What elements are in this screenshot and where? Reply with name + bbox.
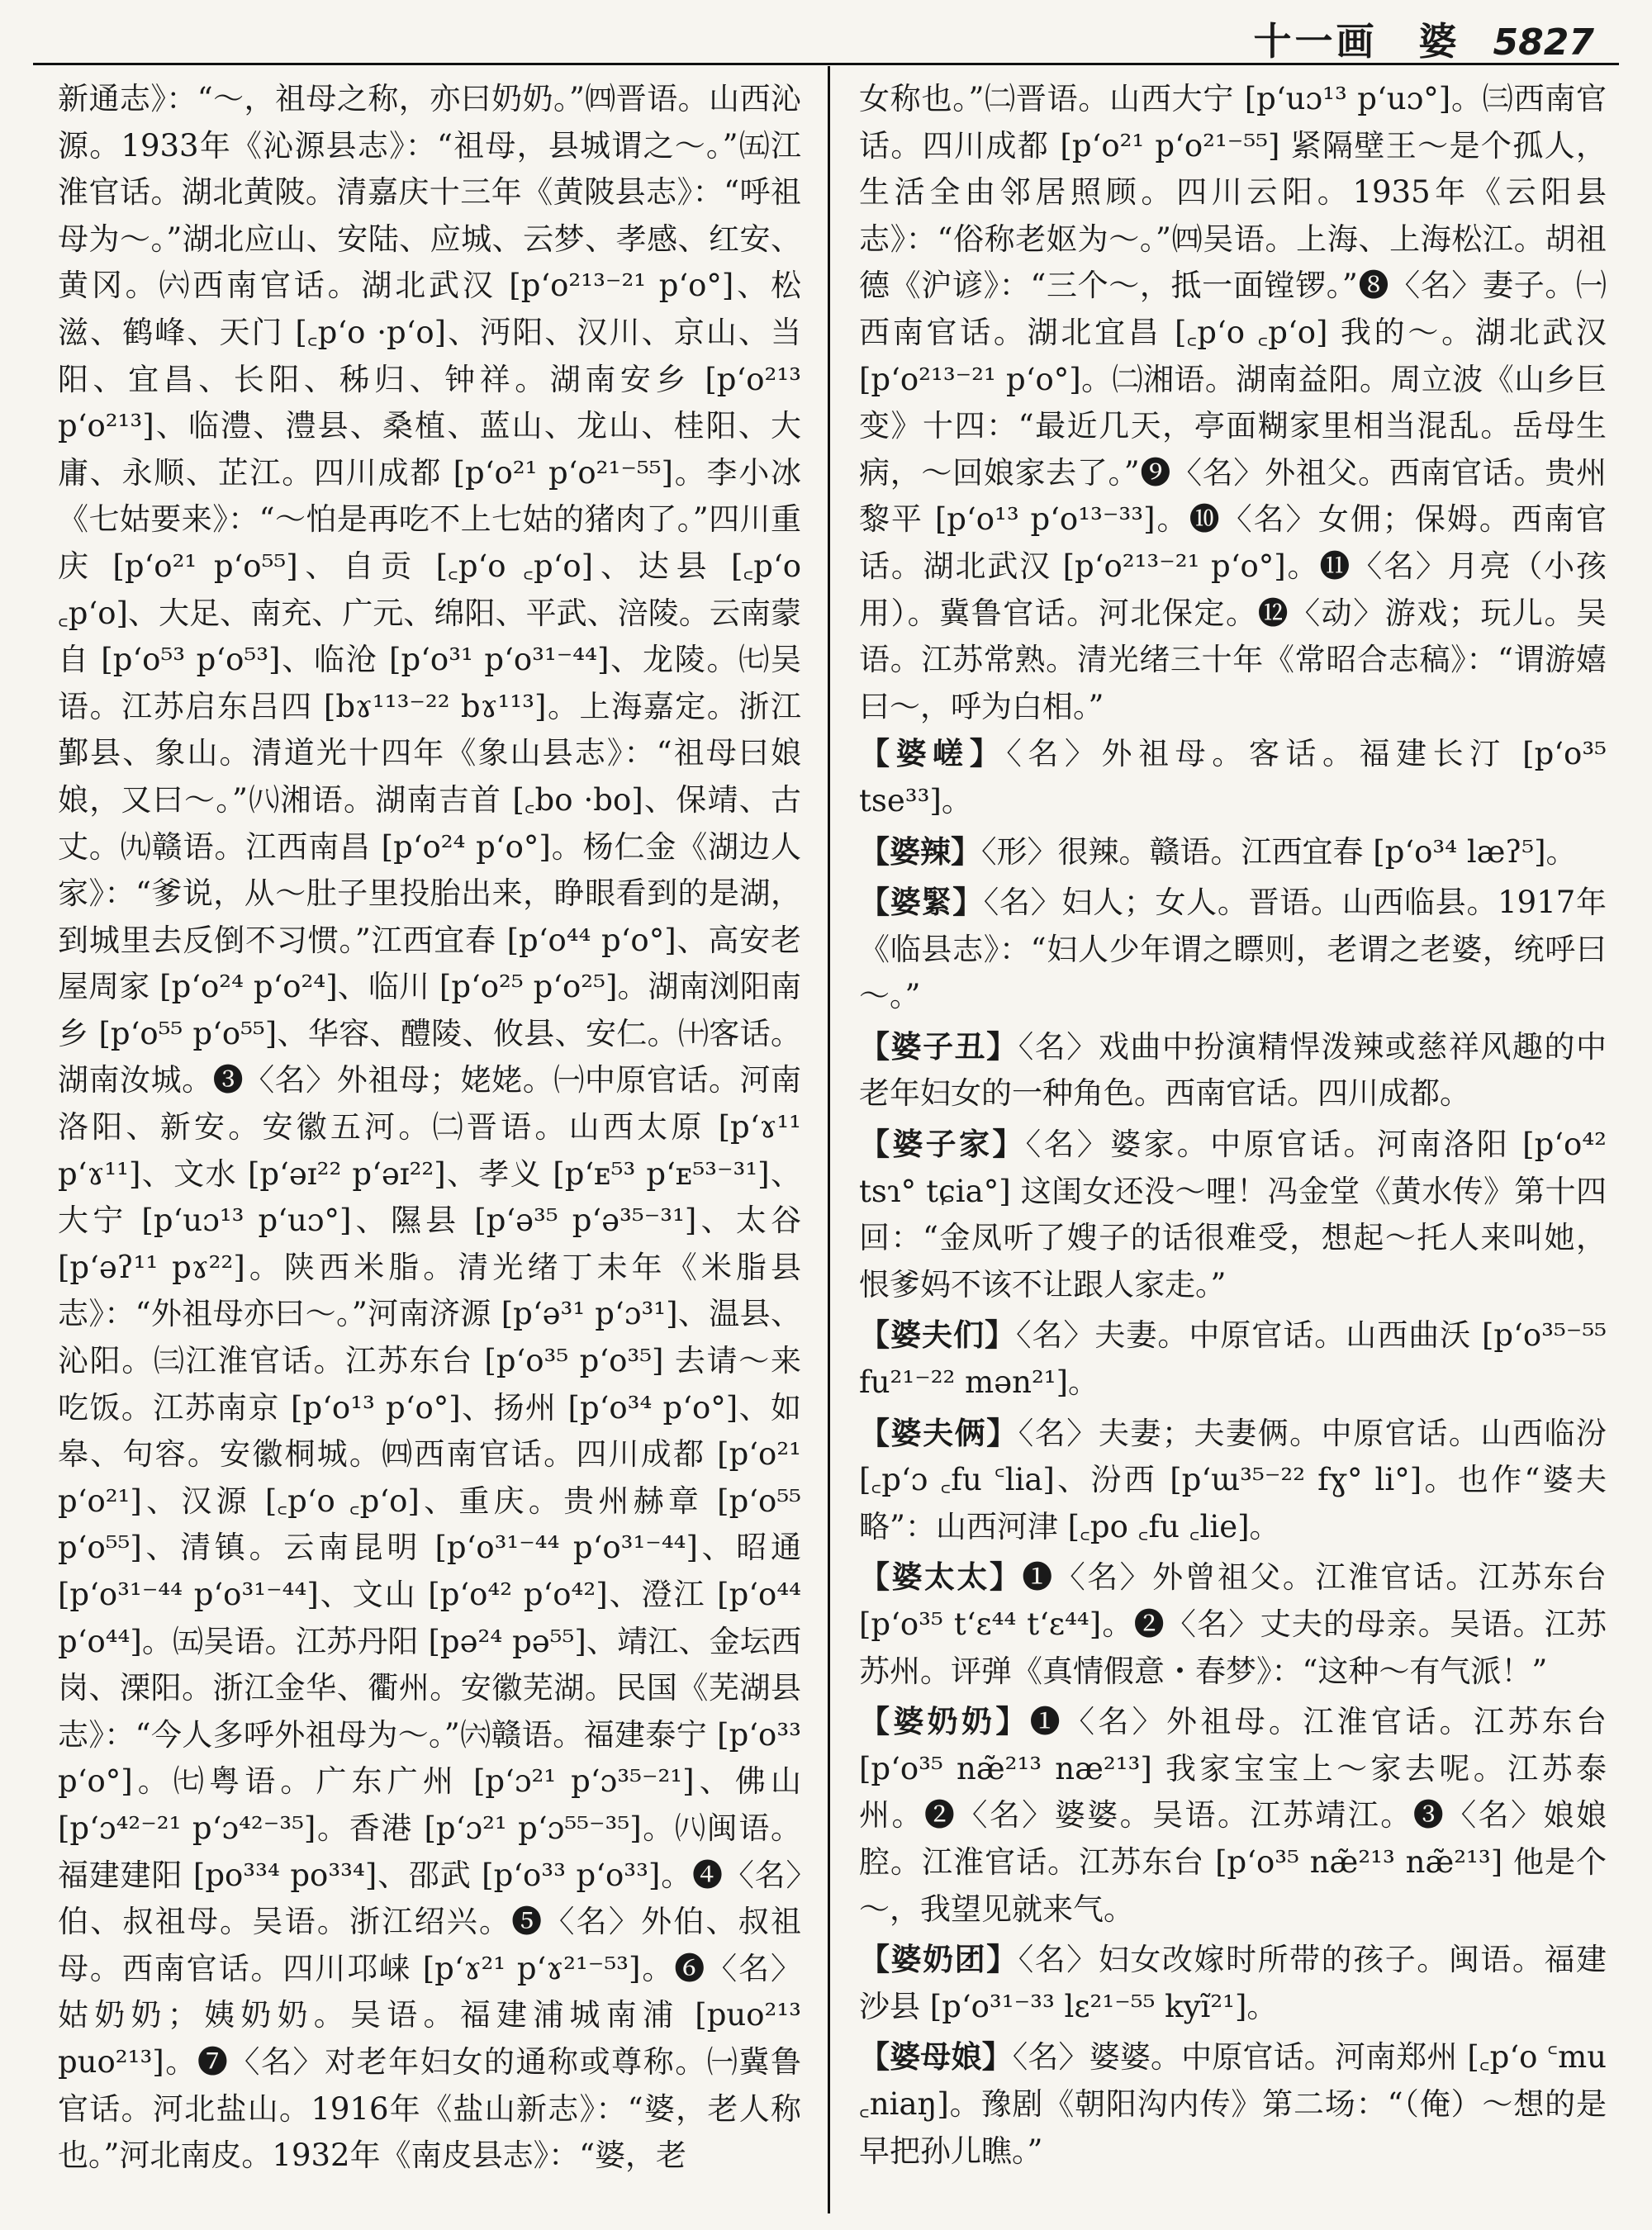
entry-definition: 〈名〉婆婆。中原官话。河南郑州 [꜀p‘o ꜂mu ꜀niaŋ]。豫剧《朝阳沟内传》第二场：“（俺）～想的是早把孙儿瞧。”: [859, 2039, 1607, 2169]
dictionary-entry: [859, 2033, 1607, 2175]
entry-definition: 〈名〉婆家。中原官话。河南洛阳 [p‘o⁴² tsɿ° tɕia°] 这闺女还没～哩！冯金堂《黄水传》第十四回：“金凤听了嫂子的话很难受，想起～托人来叫她，恨爹妈不该不让跟人家走。”: [859, 1127, 1607, 1302]
left-column: [58, 76, 801, 2180]
right-column: [859, 76, 1607, 2178]
entry-headword: 【婆夫俩】: [859, 1414, 1018, 1451]
entry-headword: 【婆子丑】: [859, 1027, 1018, 1065]
dictionary-entry: [859, 1554, 1607, 1695]
entry-definition: ❶〈名〉外祖母。江淮官话。江苏东台 [p‘o³⁵ næ̃²¹³ næ²¹³] 我家宝宝上～家去呢。江苏泰州。❷〈名〉婆婆。吴语。江苏靖江。❸〈名〉娘娘腔。江淮官话。江苏东台 [p‘o³⁵ næ̃²¹³ næ̃²¹³] 他是个～，我望见就来气。: [859, 1704, 1607, 1927]
page-number: 5827: [1493, 21, 1594, 64]
dictionary-entry: [859, 1121, 1607, 1308]
entry-headword: 【婆子家】: [859, 1126, 1026, 1163]
entry-headword: 【婆辣】: [859, 833, 981, 870]
dictionary-entry: [859, 1023, 1607, 1117]
entry-headword: 【婆嵯】: [859, 735, 1007, 772]
entry-definition: 〈名〉戏曲中扮演精悍泼辣或慈祥风趣的中老年妇女的一种角色。西南官话。四川成都。: [859, 1028, 1607, 1112]
dictionary-entry: [859, 1312, 1607, 1406]
page-header: [1254, 12, 1594, 66]
entry-headword: 【婆奶奶】: [859, 1703, 1030, 1740]
entry-definition: 〈形〉很辣。赣语。江西宜春 [p‘o³⁴ læʔ⁵]。: [981, 833, 1577, 870]
entry-definition: 〈名〉夫妻。中原官话。山西曲沃 [p‘o³⁵⁻⁵⁵ fu²¹⁻²² mən²¹]。: [859, 1317, 1607, 1401]
dictionary-entry: [859, 1410, 1607, 1551]
entry-definition: 〈名〉外祖母。客话。福建长汀 [p‘o³⁵ tse³³]。: [859, 736, 1607, 818]
entry-definition: 〈名〉妇人；女人。晋语。山西临县。1917年《临县志》：“妇人少年谓之瞟则，老谓之老婆，统呼曰～。”: [859, 885, 1607, 1014]
column-divider: [828, 66, 830, 2213]
entry-headword: 【婆奶团】: [859, 1941, 1018, 1978]
dictionary-entry: [859, 828, 1607, 876]
entry-definition: 〈名〉妇女改嫁时所带的孩子。闽语。福建沙县 [p‘o³¹⁻³³ lɛ²¹⁻⁵⁵ kyĩ²¹]。: [859, 1942, 1607, 2024]
dictionary-entry: [859, 1936, 1607, 2030]
header-rule: [33, 63, 1619, 65]
entry-headword: 【婆母娘】: [859, 2038, 1013, 2076]
entry-definition: ❶〈名〉外曾祖父。江淮官话。江苏东台 [p‘o³⁵ t‘ɛ⁴⁴ t‘ɛ⁴⁴]。❷〈名〉丈夫的母亲。吴语。江苏苏州。评弹《真情假意・春梦》：“这种～有气派！”: [859, 1559, 1607, 1689]
entry-headword: 【婆夫们】: [859, 1317, 1016, 1354]
entry-definition: 〈名〉夫妻；夫妻俩。中原官话。山西临汾 [꜀p‘ɔ ꜀fu ꜂lia]、汾西 [p‘ɯ³⁵⁻²² fɣ° li°]。也作“婆夫略”：山西河津 [꜀po ꜀fu ꜀lie]。: [859, 1415, 1607, 1544]
section-title: 十一画 婆: [1253, 19, 1460, 64]
entry-headword: 【婆緊】: [859, 884, 984, 921]
dictionary-entry: [859, 879, 1607, 1020]
left-column-text: 新通志》：“～，祖母之称，亦曰奶奶。”㈣晋语。山西沁源。1933年《沁源县志》：“祖母，县城谓之～。”㈤江淮官话。湖北黄陂。清嘉庆十三年《黄陂县志》：“呼祖母为～。”湖北应山、安陆、应城、云梦、孝感、红安、黄冈。㈥西南官话。湖北武汉 [p‘o²¹³⁻²¹ p‘o°]、松滋、鹤峰、天门 [꜀p‘o ·p‘o]、沔阳、汉川、京山、当阳、宜昌、长阳、秭归、钟祥。湖南安乡 [p‘o²¹³ p‘o²¹³]、临澧、澧县、桑植、蓝山、龙山、桂阳、大庸、永顺、芷江。四川成都 [p‘o²¹ p‘o²¹⁻⁵⁵]。李小冰《七姑要来》：“～怕是再吃不上七姑的猪肉了。”四川重庆 [p‘o²¹ p‘o⁵⁵]、自贡 [꜀p‘o ꜀p‘o]、达县 [꜀p‘o ꜀p‘o]、大足、南充、广元、绵阳、平武、涪陵。云南蒙自 [p‘o⁵³ p‘o⁵³]、临沧 [p‘o³¹ p‘o³¹⁻⁴⁴]、龙陵。㈦吴语。江苏启东吕四 [bɤ¹¹³⁻²² bɤ¹¹³]。上海嘉定。浙江鄞县、象山。清道光十四年《象山县志》：“祖母曰娘娘，又曰～。”㈧湘语。湖南吉首 [꜀bo ·bo]、保靖、古丈。㈨赣语。江西南昌 [p‘o²⁴ p‘o°]。杨仁金《湖边人家》：“爹说，从～肚子里投胎出来，睁眼看到的是湖，到城里去反倒不习惯。”江西宜春 [p‘o⁴⁴ p‘o°]、高安老屋周家 [p‘o²⁴ p‘o²⁴]、临川 [p‘o²⁵ p‘o²⁵]。湖南浏阳南乡 [p‘o⁵⁵ p‘o⁵⁵]、华容、醴陵、攸县、安仁。㈩客话。湖南汝城。❸〈名〉外祖母；姥姥。㈠中原官话。河南洛阳、新安。安徽五河。㈡晋语。山西太原 [p‘ɤ¹¹ p‘ɤ¹¹]、文水 [p‘əɪ²² p‘əɪ²²]、孝义 [p‘ᴇ⁵³ p‘ᴇ⁵³⁻³¹]、大宁 [p‘uɔ¹³ p‘uɔ°]、隰县 [p‘ə³⁵ p‘ə³⁵⁻³¹]、太谷 [p‘əʔ¹¹ pɤ²²]。陕西米脂。清光绪丁未年《米脂县志》：“外祖母亦曰～。”河南济源 [p‘ə³¹ p‘ɔ³¹]、温县、沁阳。㈢江淮官话。江苏东台 [p‘o³⁵ p‘o³⁵] 去请～来吃饭。江苏南京 [p‘o¹³ p‘o°]、扬州 [p‘o³⁴ p‘o°]、如皋、句容。安徽桐城。㈣西南官话。四川成都 [p‘o²¹ p‘o²¹]、汉源 [꜀p‘o ꜀p‘o]、重庆。贵州赫章 [p‘o⁵⁵ p‘o⁵⁵]、清镇。云南昆明 [p‘o³¹⁻⁴⁴ p‘o³¹⁻⁴⁴]、昭通 [p‘o³¹⁻⁴⁴ p‘o³¹⁻⁴⁴]、文山 [p‘o⁴² p‘o⁴²]、澄江 [p‘o⁴⁴ p‘o⁴⁴]。㈤吴语。江苏丹阳 [pə²⁴ pə⁵⁵]、靖江、金坛西岗、溧阳。浙江金华、衢州。安徽芜湖。民国《芜湖县志》：“今人多呼外祖母为～。”㈥赣语。福建泰宁 [p‘o³³ p‘o°]。㈦粤语。广东广州 [p‘ɔ²¹ p‘ɔ³⁵⁻²¹]、佛山 [p‘ɔ⁴²⁻²¹ p‘ɔ⁴²⁻³⁵]。香港 [p‘ɔ²¹ p‘ɔ⁵⁵⁻³⁵]。㈧闽语。福建建阳 [po³³⁴ po³³⁴]、邵武 [p‘o³³ p‘o³³]。❹〈名〉伯、叔祖母。吴语。浙江绍兴。❺〈名〉外伯、叔祖母。西南官话。四川邛崃 [p‘ɤ²¹ p‘ɤ²¹⁻⁵³]。❻〈名〉姑奶奶；姨奶奶。吴语。福建浦城南浦 [puo²¹³ puo²¹³]。❼〈名〉对老年妇女的通称或尊称。㈠冀鲁官话。河北盐山。1916年《盐山新志》：“婆，老人称也。”河北南皮。1932年《南皮县志》：“婆，老: [58, 81, 801, 2174]
dictionary-entry: [859, 730, 1607, 824]
dictionary-entry: [859, 1698, 1607, 1933]
right-column-intro: 女称也。”㈡晋语。山西大宁 [p‘uɔ¹³ p‘uɔ°]。㈢西南官话。四川成都 [p‘o²¹ p‘o²¹⁻⁵⁵] 紧隔壁王～是个孤人，生活全由邻居照顾。四川云阳。1935年《云阳县志》：“俗称老妪为～。”㈣吴语。上海、上海松江。胡祖德《沪谚》：“三个～，抵一面镗锣。”❽〈名〉妻子。㈠西南官话。湖北宜昌 [꜀p‘o ꜀p‘o] 我的～。湖北武汉 [p‘o²¹³⁻²¹ p‘o°]。㈡湘语。湖南益阳。周立波《山乡巨变》十四：“最近几天，亭面糊家里相当混乱。岳母生病，～回娘家去了。”❾〈名〉外祖父。西南官话。贵州黎平 [p‘o¹³ p‘o¹³⁻³³]。❿〈名〉女佣；保姆。西南官话。湖北武汉 [p‘o²¹³⁻²¹ p‘o°]。⓫〈名〉月亮（小孩用）。冀鲁官话。河北保定。⓬〈动〉游戏；玩儿。吴语。江苏常熟。清光绪三十年《常昭合志稿》：“谓游嬉曰～，呼为白相。”: [859, 81, 1607, 724]
entry-headword: 【婆太太】: [859, 1559, 1023, 1596]
